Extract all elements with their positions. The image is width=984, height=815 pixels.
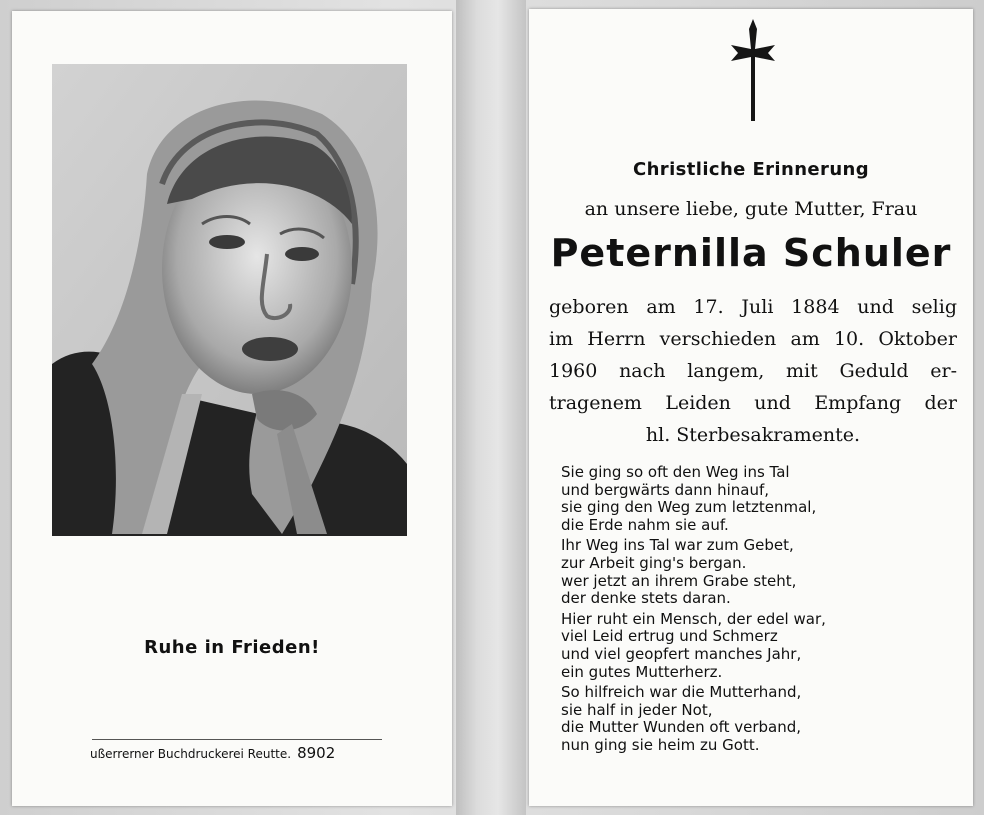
poem-line: viel Leid ertrug und Schmerz — [561, 627, 778, 646]
poem-line: Ihr Weg ins Tal war zum Gebet, — [561, 536, 794, 555]
poem-stanza — [561, 464, 961, 534]
dates-line: tragenem Leiden und Empfang der — [549, 392, 957, 414]
poem-line: zur Arbeit ging's bergan. — [561, 553, 747, 572]
poem-line: ein gutes Mutterherz. — [561, 662, 723, 681]
portrait-photo-icon — [52, 64, 407, 536]
poem-line: die Mutter Wunden oft verband, — [561, 718, 802, 737]
portrait-photo — [52, 64, 407, 536]
card-heading: Christliche Erinnerung — [632, 159, 870, 180]
dates-line: 1960 nach langem, mit Geduld er- — [549, 360, 957, 382]
memorial-card-left-page — [12, 11, 452, 806]
poem-line: Sie ging so oft den Weg ins Tal — [561, 463, 790, 481]
printer-divider — [92, 739, 382, 740]
poem-line: und viel geopfert manches Jahr, — [561, 644, 802, 663]
closing-text: Ruhe in Frieden! — [144, 637, 320, 658]
poem-stanza — [561, 611, 961, 681]
poem-line: der denke stets daran. — [561, 589, 731, 608]
poem-stanza — [561, 537, 961, 607]
cross-icon — [728, 19, 778, 121]
dates-line: geboren am 17. Juli 1884 und selig — [549, 296, 957, 318]
poem-line: die Erde nahm sie auf. — [561, 515, 729, 534]
poem-line: wer jetzt an ihrem Grabe steht, — [561, 571, 797, 590]
deceased-name: Peternilla Schuler — [550, 231, 952, 275]
printer-number: 8902 — [297, 744, 336, 762]
poem-line: So hilfreich war die Mutterhand, — [561, 683, 802, 702]
card-fold-gap — [456, 0, 526, 815]
life-dates-paragraph — [549, 291, 957, 451]
printer-name: ußerrerner Buchdruckerei Reutte. — [90, 747, 292, 761]
poem-line: Hier ruht ein Mensch, der edel war, — [561, 609, 826, 628]
poem-line: sie ging den Weg zum letztenmal, — [561, 498, 817, 517]
card-intro: an unsere liebe, gute Mutter, Frau — [584, 198, 918, 220]
poem-line: nun ging sie heim zu Gott. — [561, 735, 760, 754]
memorial-poem — [561, 464, 961, 758]
dates-line: im Herrn verschieden am 10. Oktober — [549, 328, 957, 350]
memorial-card-right-page — [529, 9, 973, 806]
poem-line: sie half in jeder Not, — [561, 700, 713, 719]
dates-line: hl. Sterbesakramente. — [645, 424, 861, 446]
poem-line: und bergwärts dann hinauf, — [561, 480, 769, 499]
printer-imprint — [90, 744, 390, 762]
poem-stanza — [561, 684, 961, 754]
